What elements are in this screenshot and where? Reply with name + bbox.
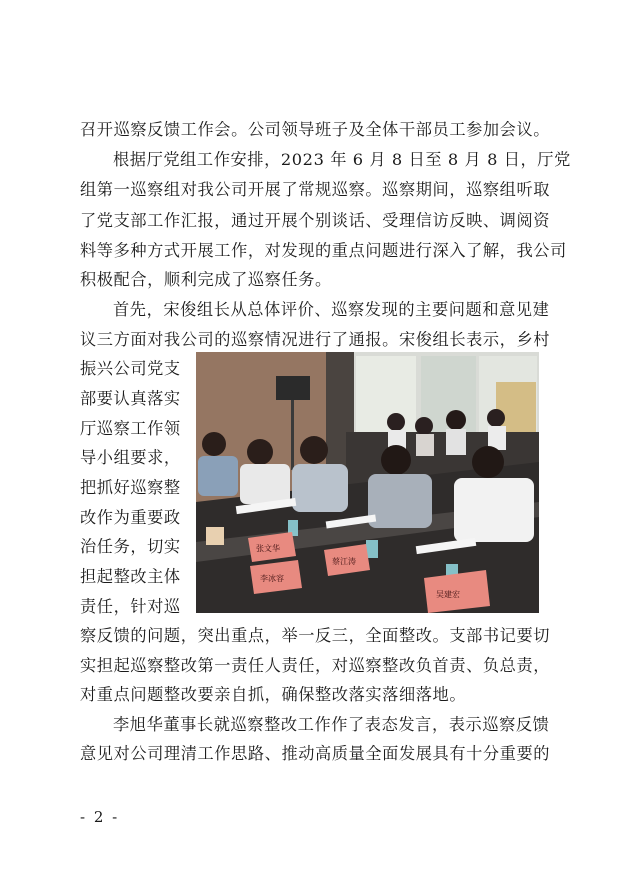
paragraph-line: 部要认真落实 [80,389,181,408]
paragraph-line: 改作为重要政 [80,508,181,527]
paragraph-line: 责任，针对巡 [80,597,181,616]
paragraph-line: 首先，宋俊组长从总体评价、巡察发现的主要问题和意见建 [113,300,550,319]
nameplate-text: 蔡江涛 [332,557,356,566]
nameplate [250,560,302,594]
paragraph-line: 实担起巡察整改第一责任人责任，对巡察整改负首责、负总责， [80,656,551,675]
paragraph-line: 组第一巡察组对我公司开展了常规巡察。巡察期间，巡察组听取 [80,180,551,199]
paragraph-line: 意见对公司理清工作思路、推动高质量全面发展具有十分重要的 [80,744,551,763]
paragraph-line: 导小组要求， [80,448,181,467]
paragraph-line: 担起整改主体 [80,567,181,586]
paragraph-line: 召开巡察反馈工作会。公司领导班子及全体干部员工参加会议。 [80,120,551,139]
paragraph-line: 把抓好巡察整 [80,478,181,497]
paragraph-line: 察反馈的问题，突出重点，举一反三，全面整改。支部书记要切 [80,626,551,645]
paragraph-line: 积极配合，顺利完成了巡察任务。 [80,270,332,289]
paragraph-line: 厅巡察工作领 [80,419,181,438]
paragraph-line: 了党支部工作汇报，通过开展个别谈话、受理信访反映、调阅资 [80,211,551,230]
paragraph-line: 李旭华董事长就巡察整改工作作了表态发言，表示巡察反馈 [113,715,550,734]
paragraph-line: 根据厅党组工作安排，2023 年 6 月 8 日至 8 月 8 日，厅党 [113,150,571,169]
paragraph-line: 议三方面对我公司的巡察情况进行了通报。宋俊组长表示，乡村 [80,330,551,349]
nameplate-text: 吴建宏 [436,590,460,599]
paragraph-line: 料等多种方式开展工作，对发现的重点问题进行深入了解，我公司 [80,241,567,260]
meeting-photo [196,352,539,613]
nameplate-text: 李冰容 [260,574,284,583]
nameplate-text: 张文华 [256,544,280,553]
paragraph-line: 对重点问题整改要亲自抓，确保整改落实落细落地。 [80,685,467,704]
page-number: - 2 - [80,808,120,826]
paragraph-line: 治任务，切实 [80,537,181,556]
paragraph-line: 振兴公司党支 [80,359,181,378]
